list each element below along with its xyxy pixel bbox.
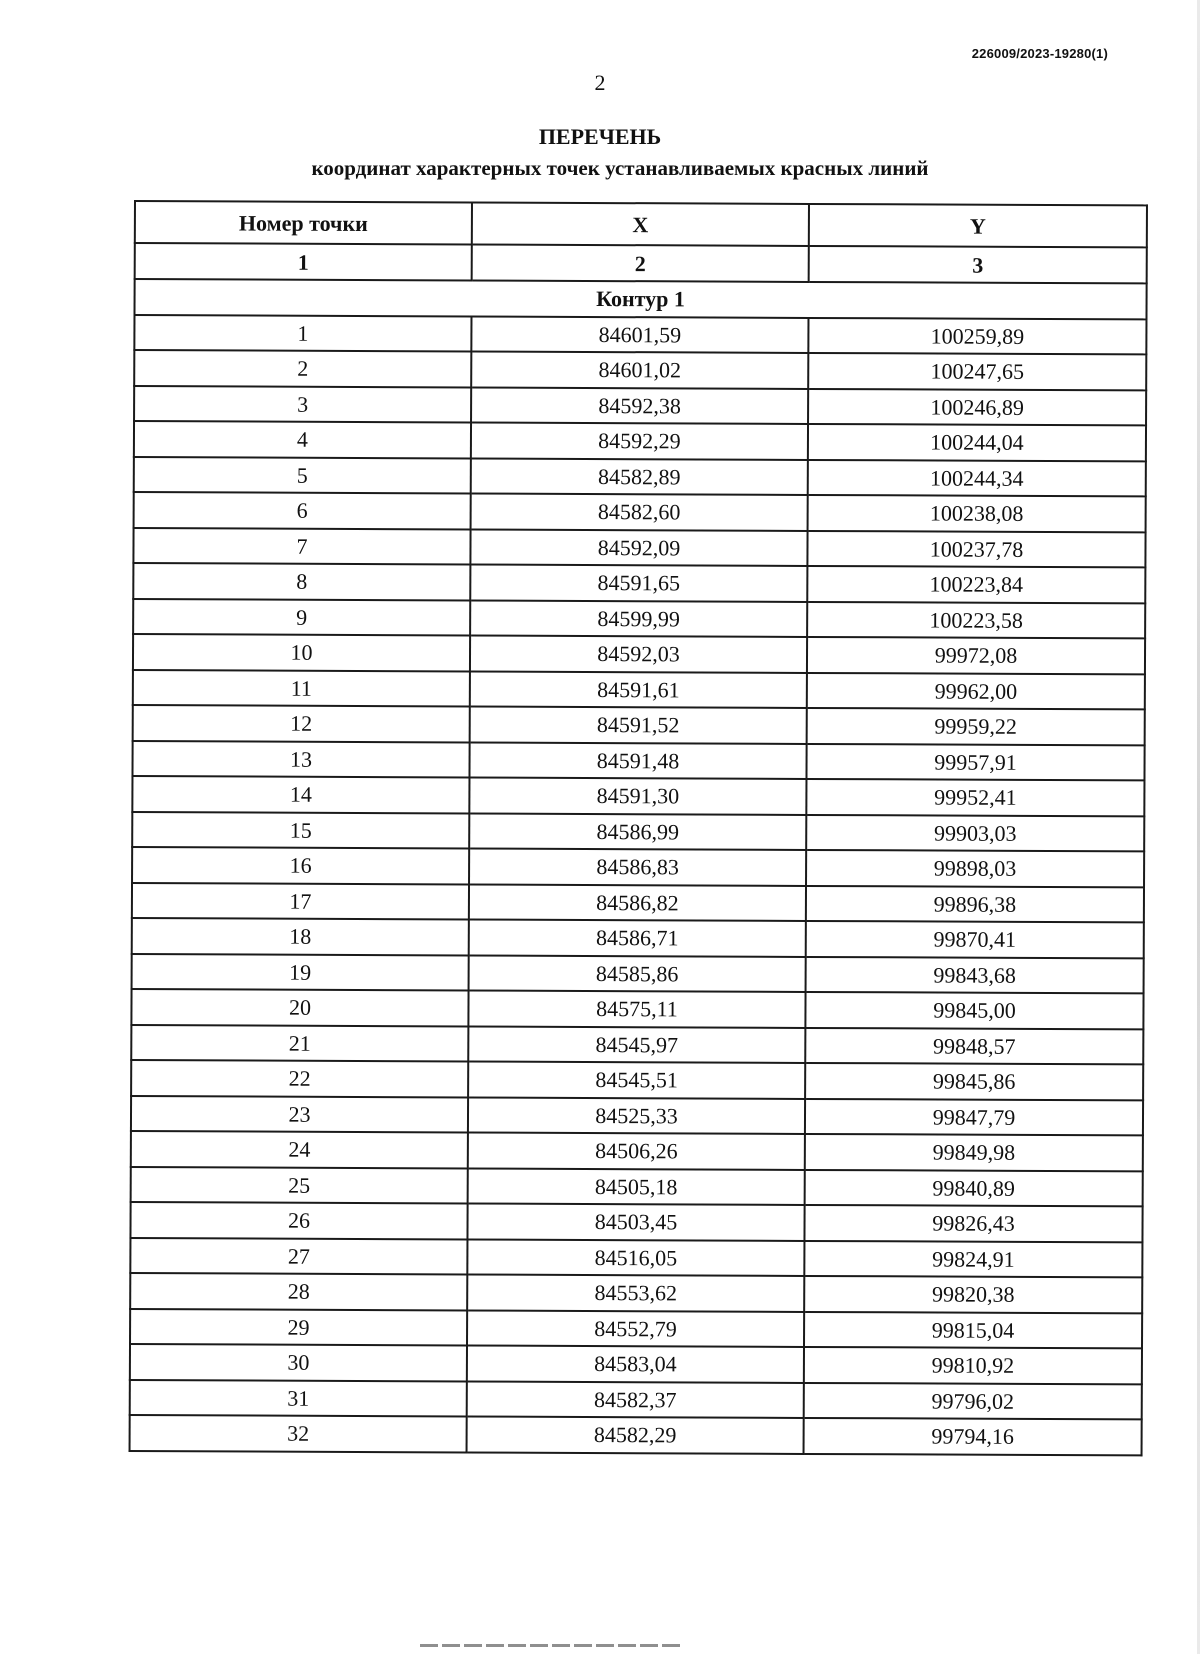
point-number-cell: 2 (134, 350, 471, 387)
x-coordinate-cell: 84586,99 (469, 813, 806, 850)
table-row (134, 350, 1146, 390)
y-coordinate-cell: 99845,00 (805, 992, 1143, 1029)
point-number-cell: 15 (132, 811, 469, 848)
point-number-cell: 30 (130, 1344, 467, 1381)
point-number-cell: 8 (133, 563, 470, 600)
point-number-cell: 4 (134, 421, 471, 458)
y-coordinate-cell: 100247,65 (808, 353, 1146, 390)
point-number-cell: 1 (134, 315, 471, 352)
x-coordinate-cell: 84516,05 (467, 1239, 804, 1276)
table-row (133, 634, 1145, 674)
y-coordinate-cell: 100246,89 (808, 388, 1146, 425)
y-coordinate-cell: 99972,08 (807, 637, 1145, 674)
header-x: X (472, 202, 809, 245)
table-row (132, 918, 1144, 958)
table-row (132, 882, 1144, 922)
x-coordinate-cell: 84582,29 (467, 1416, 804, 1453)
x-coordinate-cell: 84582,89 (471, 458, 808, 495)
column-number: 3 (809, 246, 1147, 283)
table-row (133, 705, 1145, 745)
y-coordinate-cell: 99896,38 (806, 885, 1144, 922)
table-row (134, 457, 1146, 497)
table-body (130, 243, 1147, 1455)
y-coordinate-cell: 99810,92 (804, 1347, 1142, 1384)
table-row (133, 563, 1145, 603)
y-coordinate-cell: 99845,86 (805, 1063, 1143, 1100)
table-row (130, 1308, 1142, 1348)
y-coordinate-cell: 99826,43 (804, 1205, 1142, 1242)
x-coordinate-cell: 84591,52 (470, 706, 807, 743)
y-coordinate-cell: 99848,57 (805, 1027, 1143, 1064)
x-coordinate-cell: 84552,79 (467, 1310, 804, 1347)
y-coordinate-cell: 99796,02 (804, 1382, 1142, 1419)
y-coordinate-cell: 99898,03 (806, 850, 1144, 887)
table-row (131, 989, 1143, 1029)
x-coordinate-cell: 84601,02 (471, 351, 808, 388)
contour-row (135, 279, 1147, 319)
table-row (131, 1060, 1143, 1100)
column-number: 2 (472, 244, 809, 281)
scan-artifact (420, 1644, 680, 1647)
table-row (131, 1131, 1143, 1171)
y-coordinate-cell: 99962,00 (807, 672, 1145, 709)
point-number-cell: 29 (130, 1308, 467, 1345)
point-number-cell: 24 (131, 1131, 468, 1168)
coordinates-table (129, 200, 1148, 1456)
x-coordinate-cell: 84553,62 (467, 1274, 804, 1311)
point-number-cell: 25 (131, 1166, 468, 1203)
x-coordinate-cell: 84592,09 (470, 529, 807, 566)
y-coordinate-cell: 99840,89 (805, 1169, 1143, 1206)
point-number-cell: 19 (132, 953, 469, 990)
header-y: Y (809, 204, 1147, 247)
y-coordinate-cell: 99794,16 (804, 1418, 1142, 1455)
point-number-cell: 9 (133, 599, 470, 636)
y-coordinate-cell: 99849,98 (805, 1134, 1143, 1171)
y-coordinate-cell: 99847,79 (805, 1098, 1143, 1135)
x-coordinate-cell: 84503,45 (467, 1203, 804, 1240)
y-coordinate-cell: 100223,84 (807, 566, 1145, 603)
point-number-cell: 10 (133, 634, 470, 671)
point-number-cell: 32 (130, 1415, 467, 1452)
table-row (130, 1273, 1142, 1313)
point-number-cell: 31 (130, 1379, 467, 1416)
y-coordinate-cell: 100237,78 (807, 530, 1145, 567)
page-number: 2 (594, 70, 606, 95)
table-row (130, 1379, 1142, 1419)
point-number-cell: 22 (131, 1060, 468, 1097)
x-coordinate-cell: 84545,51 (468, 1061, 805, 1098)
point-number-cell: 28 (130, 1273, 467, 1310)
point-number-cell: 27 (130, 1237, 467, 1274)
table-row (131, 1024, 1143, 1064)
point-number-cell: 11 (133, 669, 470, 706)
table-row (134, 386, 1146, 426)
point-number-cell: 16 (132, 847, 469, 884)
point-number-cell: 3 (134, 386, 471, 423)
contour-label: Контур 1 (135, 279, 1147, 319)
x-coordinate-cell: 84592,03 (470, 635, 807, 672)
x-coordinate-cell: 84592,29 (471, 422, 808, 459)
table-row (130, 1415, 1142, 1455)
table-row (134, 315, 1146, 355)
x-coordinate-cell: 84586,83 (469, 848, 806, 885)
table-row (131, 1166, 1143, 1206)
point-number-cell: 14 (132, 776, 469, 813)
table-row (133, 669, 1145, 709)
point-number-cell: 18 (132, 918, 469, 955)
point-number-cell: 23 (131, 1095, 468, 1132)
table-row (130, 1237, 1142, 1277)
x-coordinate-cell: 84591,61 (470, 671, 807, 708)
x-coordinate-cell: 84592,38 (471, 387, 808, 424)
x-coordinate-cell: 84585,86 (469, 955, 806, 992)
x-coordinate-cell: 84599,99 (470, 600, 807, 637)
x-coordinate-cell: 84601,59 (471, 316, 808, 353)
y-coordinate-cell: 99824,91 (804, 1240, 1142, 1277)
y-coordinate-cell: 100259,89 (808, 317, 1146, 354)
y-coordinate-cell: 100244,04 (808, 424, 1146, 461)
coordinates-table-wrapper (129, 200, 1146, 1456)
table-row (132, 776, 1144, 816)
x-coordinate-cell: 84586,71 (469, 919, 806, 956)
x-coordinate-cell: 84583,04 (467, 1345, 804, 1382)
x-coordinate-cell: 84525,33 (468, 1097, 805, 1134)
table-row (132, 811, 1144, 851)
point-number-cell: 7 (133, 528, 470, 565)
table-row (130, 1202, 1142, 1242)
y-coordinate-cell: 99959,22 (807, 708, 1145, 745)
point-number-cell: 13 (132, 740, 469, 777)
point-number-cell: 17 (132, 882, 469, 919)
y-coordinate-cell: 99957,91 (806, 743, 1144, 780)
x-coordinate-cell: 84591,30 (469, 777, 806, 814)
point-number-cell: 12 (133, 705, 470, 742)
x-coordinate-cell: 84505,18 (468, 1168, 805, 1205)
header-point-number: Номер точки (135, 201, 472, 244)
document-title: ПЕРЕЧЕНЬ (538, 124, 662, 149)
table-row (133, 528, 1145, 568)
column-number-row (135, 243, 1147, 283)
table-row (131, 1095, 1143, 1135)
point-number-cell: 20 (131, 989, 468, 1026)
y-coordinate-cell: 99952,41 (806, 779, 1144, 816)
table-row (134, 492, 1146, 532)
table-row (132, 953, 1144, 993)
y-coordinate-cell: 99870,41 (806, 921, 1144, 958)
y-coordinate-cell: 99843,68 (806, 956, 1144, 993)
x-coordinate-cell: 84586,82 (469, 884, 806, 921)
x-coordinate-cell: 84575,11 (468, 990, 805, 1027)
point-number-cell: 5 (134, 457, 471, 494)
x-coordinate-cell: 84591,65 (470, 564, 807, 601)
document-id: 226009/2023-19280(1) (971, 46, 1108, 61)
table-row (130, 1344, 1142, 1384)
point-number-cell: 26 (130, 1202, 467, 1239)
point-number-cell: 6 (134, 492, 471, 529)
point-number-cell: 21 (131, 1024, 468, 1061)
table-row (133, 599, 1145, 639)
y-coordinate-cell: 100244,34 (808, 459, 1146, 496)
y-coordinate-cell: 99820,38 (804, 1276, 1142, 1313)
table-row (132, 847, 1144, 887)
x-coordinate-cell: 84545,97 (468, 1026, 805, 1063)
table-row (132, 740, 1144, 780)
x-coordinate-cell: 84582,37 (467, 1381, 804, 1418)
column-number: 1 (135, 243, 472, 280)
y-coordinate-cell: 100238,08 (808, 495, 1146, 532)
x-coordinate-cell: 84582,60 (471, 493, 808, 530)
x-coordinate-cell: 84591,48 (469, 742, 806, 779)
table-header-row (135, 201, 1147, 247)
y-coordinate-cell: 99903,03 (806, 814, 1144, 851)
x-coordinate-cell: 84506,26 (468, 1132, 805, 1169)
table-row (134, 421, 1146, 461)
y-coordinate-cell: 99815,04 (804, 1311, 1142, 1348)
document-subtitle: координат характерных точек устанавливаемых красных линий (311, 156, 929, 180)
y-coordinate-cell: 100223,58 (807, 601, 1145, 638)
